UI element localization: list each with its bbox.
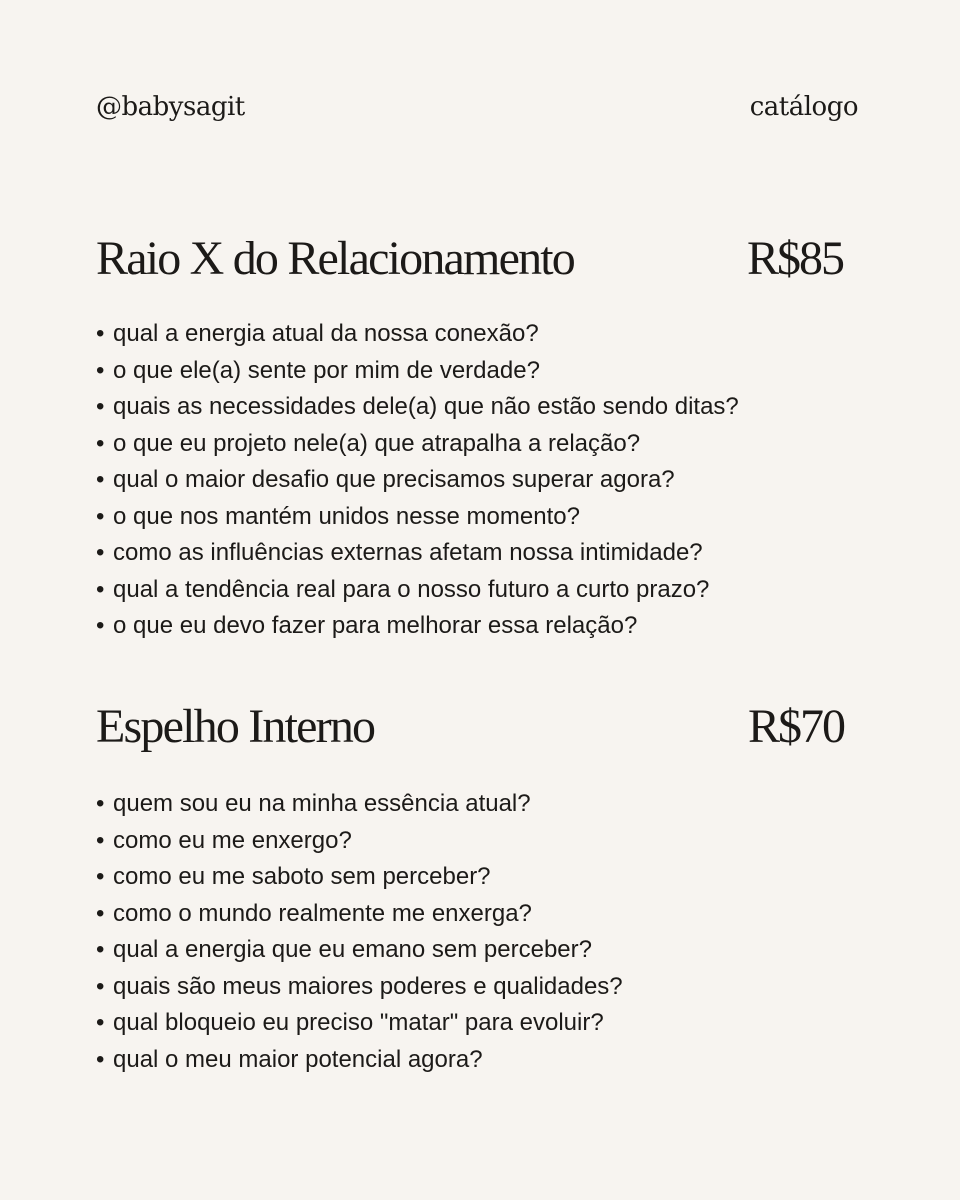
service-title: Raio X do Relacionamento [96, 232, 575, 285]
bullet-icon: • [96, 1009, 105, 1036]
list-item [96, 969, 866, 1006]
bullet-icon: • [96, 899, 105, 927]
section-header [96, 228, 866, 294]
question-text: qual o maior desafio que precisamos superar agora? [113, 466, 675, 493]
question-text: o que ele(a) sente por mim de verdade? [113, 356, 540, 384]
account-handle: @babysagit [96, 92, 245, 122]
service-section-raio-x [96, 228, 866, 645]
service-price: R$85 [747, 232, 844, 285]
list-item [96, 608, 866, 645]
list-item [96, 1005, 866, 1042]
list-item [96, 426, 866, 463]
question-text: qual o meu maior potencial agora? [113, 1045, 483, 1073]
section-header [96, 696, 866, 762]
bullet-icon: • [96, 466, 105, 493]
question-text: como as influências externas afetam nossa intimidade? [113, 539, 703, 566]
list-item [96, 535, 866, 572]
service-title: Espelho Interno [96, 700, 375, 753]
bullet-icon: • [96, 972, 105, 1000]
question-text: qual a energia atual da nossa conexão? [113, 320, 539, 347]
bullet-icon: • [96, 936, 105, 963]
question-text: o que eu devo fazer para melhorar essa relação? [113, 612, 638, 639]
list-item [96, 316, 866, 353]
bullet-icon: • [96, 539, 105, 566]
bullet-icon: • [96, 429, 105, 457]
service-price: R$70 [748, 700, 845, 753]
catalog-label: catálogo [749, 92, 858, 122]
bullet-icon: • [96, 612, 105, 639]
list-item [96, 353, 866, 390]
question-text: qual a tendência real para o nosso futuro a curto prazo? [113, 575, 710, 603]
question-text: quais são meus maiores poderes e qualidades? [113, 972, 623, 1000]
question-text: qual bloqueio eu preciso "matar" para evoluir? [113, 1009, 604, 1036]
list-item [96, 896, 866, 933]
question-text: como eu me saboto sem perceber? [113, 863, 491, 890]
list-item [96, 932, 866, 969]
question-text: como eu me enxergo? [113, 826, 352, 854]
bullet-icon: • [96, 790, 105, 817]
bullet-icon: • [96, 826, 105, 854]
question-text: quem sou eu na minha essência atual? [113, 790, 531, 817]
bullet-icon: • [96, 356, 105, 384]
bullet-icon: • [96, 863, 105, 890]
list-item [96, 1042, 866, 1079]
question-text: qual a energia que eu emano sem perceber? [113, 936, 592, 963]
list-item [96, 859, 866, 896]
list-item [96, 462, 866, 499]
list-item [96, 572, 866, 609]
list-item [96, 389, 866, 426]
question-list [96, 786, 866, 1078]
bullet-icon: • [96, 502, 105, 530]
bullet-icon: • [96, 575, 105, 603]
question-text: o que eu projeto nele(a) que atrapalha a relação? [113, 429, 641, 457]
bullet-icon: • [96, 1045, 105, 1073]
question-text: como o mundo realmente me enxerga? [113, 899, 532, 927]
question-text: quais as necessidades dele(a) que não estão sendo ditas? [113, 393, 739, 420]
service-section-espelho [96, 696, 866, 1078]
question-text: o que nos mantém unidos nesse momento? [113, 502, 580, 530]
list-item [96, 786, 866, 823]
bullet-icon: • [96, 320, 105, 347]
question-list [96, 316, 866, 645]
list-item [96, 499, 866, 536]
bullet-icon: • [96, 393, 105, 420]
list-item [96, 823, 866, 860]
